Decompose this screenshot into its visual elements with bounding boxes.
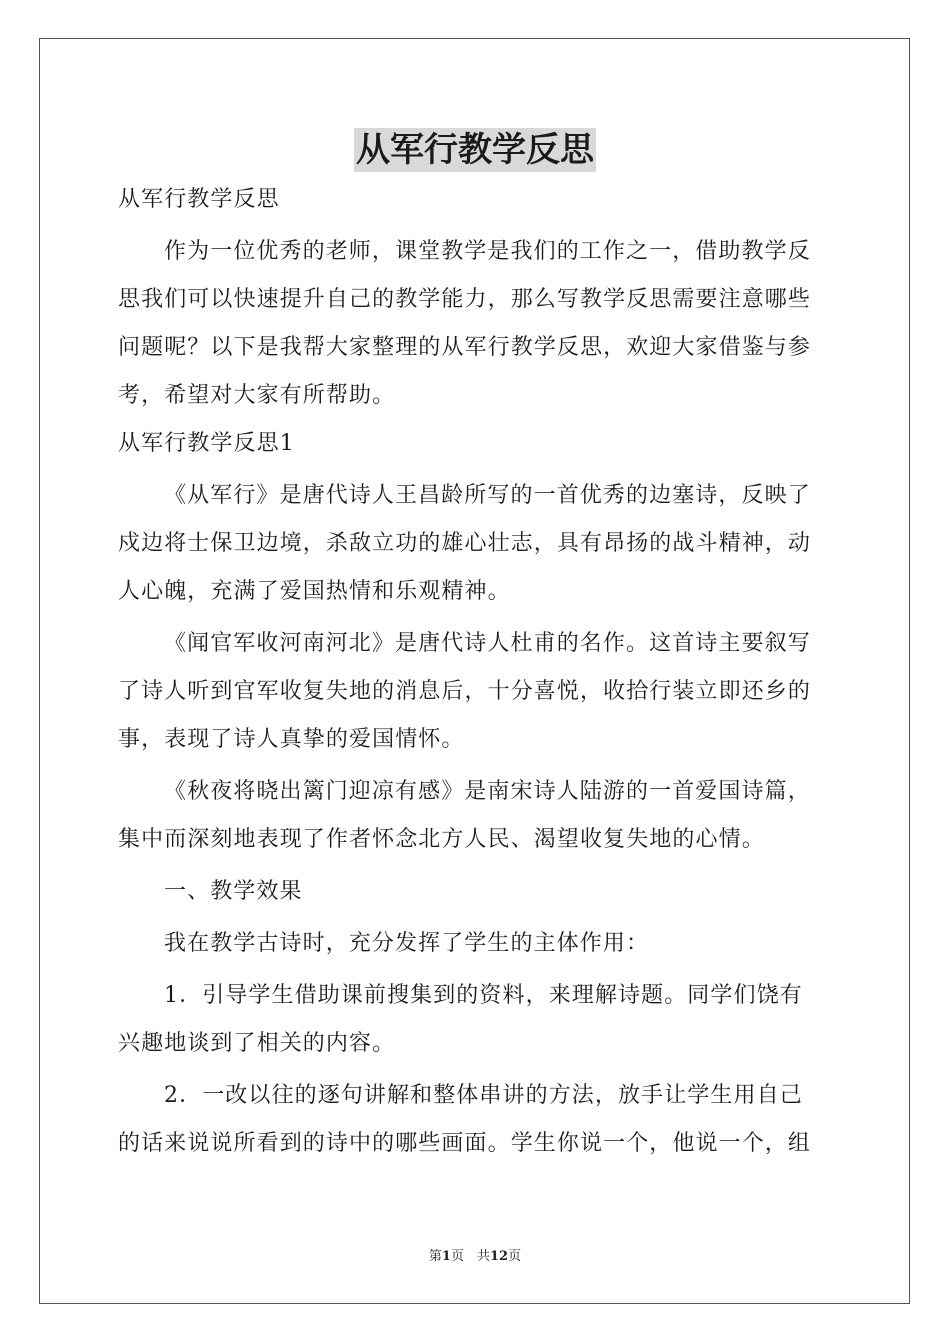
text-line: 的话来说说所看到的诗中的哪些画面。学生你说一个，他说一个，组	[118, 1131, 812, 1156]
footer-suffix: 页	[508, 1249, 522, 1264]
text-line: 从军行教学反思1	[118, 431, 295, 456]
text-line: 一、教学效果	[164, 879, 303, 904]
text-line: 事，表现了诗人真挚的爱国情怀。	[118, 727, 465, 752]
title-container	[0, 128, 950, 172]
footer-total-pages: 12	[489, 1249, 509, 1264]
text-line: 《秋夜将晓出篱门迎凉有感》是南宋诗人陆游的一首爱国诗篇，	[164, 779, 811, 804]
text-line: 思我们可以快速提升自己的教学能力，那么写教学反思需要注意哪些	[118, 287, 812, 312]
document-title: 从军行教学反思	[356, 130, 594, 170]
text-line: 人心魄，充满了爱国热情和乐观精神。	[118, 579, 511, 604]
footer-middle: 页 共	[450, 1249, 490, 1264]
page-footer	[0, 1245, 950, 1264]
text-line: 考，希望对大家有所帮助。	[118, 383, 396, 408]
text-line: 集中而深刻地表现了作者怀念北方人民、渴望收复失地的心情。	[118, 827, 765, 852]
text-line: 作为一位优秀的老师，课堂教学是我们的工作之一，借助教学反	[164, 239, 811, 264]
text-line: 问题呢？以下是我帮大家整理的从军行教学反思，欢迎大家借鉴与参	[118, 335, 812, 360]
text-line: 2．一改以往的逐句讲解和整体串讲的方法，放手让学生用自己	[164, 1083, 803, 1108]
text-line: 戍边将士保卫边境，杀敌立功的雄心壮志，具有昂扬的战斗精神，动	[118, 531, 812, 556]
text-line: 从军行教学反思	[118, 187, 280, 212]
text-line: 兴趣地谈到了相关的内容。	[118, 1031, 396, 1056]
footer-prefix: 第	[428, 1249, 442, 1264]
text-line: 1．引导学生借助课前搜集到的资料，来理解诗题。同学们饶有	[164, 983, 803, 1008]
text-line: 了诗人听到官军收复失地的消息后，十分喜悦，收拾行装立即还乡的	[118, 679, 812, 704]
footer-page-number: 1	[441, 1249, 451, 1264]
text-line: 《从军行》是唐代诗人王昌龄所写的一首优秀的边塞诗，反映了	[164, 483, 811, 508]
document-body	[118, 176, 834, 1168]
text-line: 《闻官军收河南河北》是唐代诗人杜甫的名作。这首诗主要叙写	[164, 631, 811, 656]
text-line: 我在教学古诗时，充分发挥了学生的主体作用：	[164, 931, 650, 956]
